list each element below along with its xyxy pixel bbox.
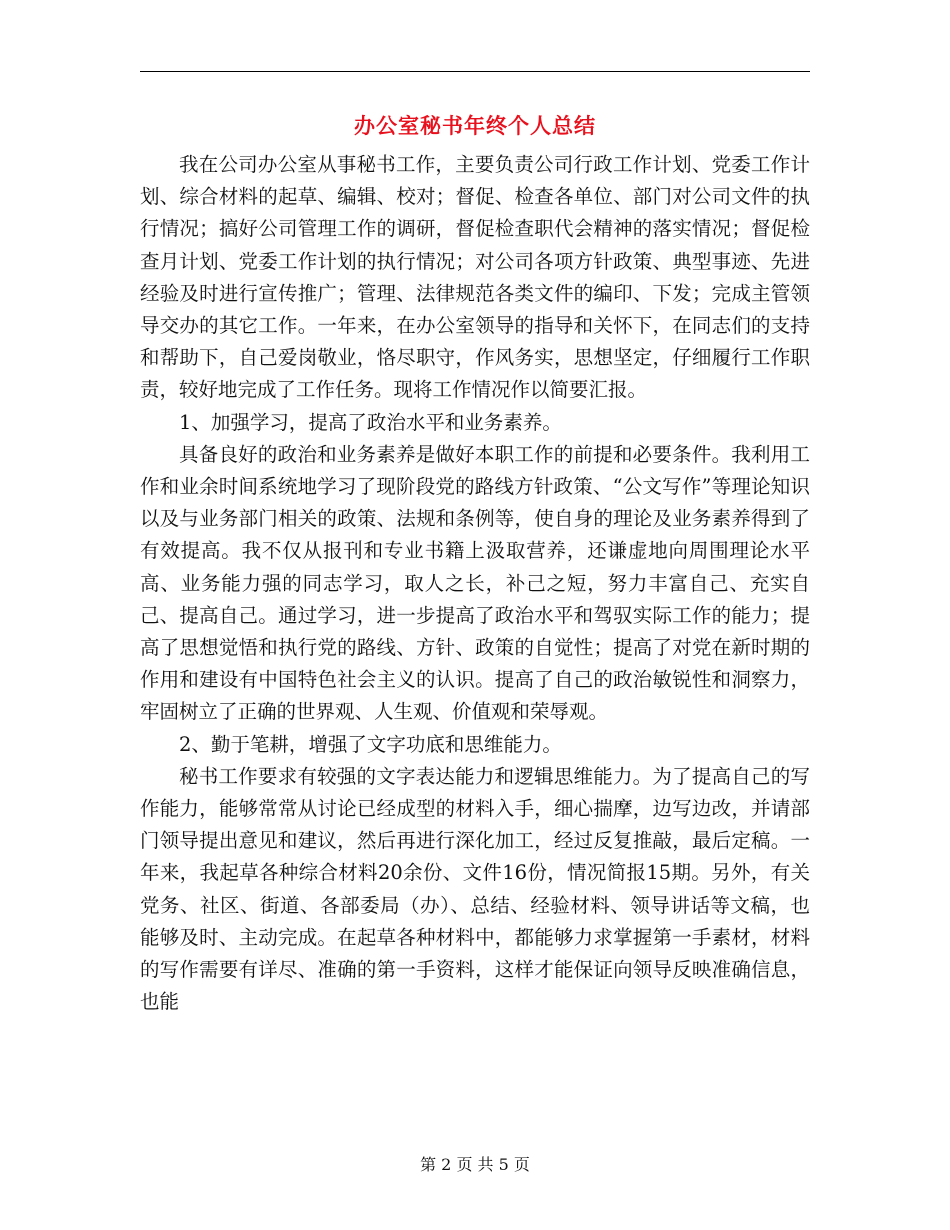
document-title: 办公室秘书年终个人总结 [354,113,596,138]
document-body [140,149,810,1018]
section-paragraph-1: 具备良好的政治和业务素养是做好本职工作的前提和必要条件。我利用工作和业余时间系统地学习了现阶段党的路线方针政策、“公文写作”等理论知识以及与业务部门相关的政策、法规和条例等，使自身的理论及业务素养得到了有效提高。我不仅从报刊和专业书籍上汲取营养，还谦虚地向周围理论水平高、业务能力强的同志学习，取人之长，补己之短，努力丰富自己、充实自己、提高自己。通过学习，进一步提高了政治水平和驾驭实际工作的能力；提高了思想觉悟和执行党的路线、方针、政策的自觉性；提高了对党在新时期的作用和建设有中国特色社会主义的认识。提高了自己的政治敏锐性和洞察力，牢固树立了正确的世界观、人生观、价值观和荣辱观。 [140,442,810,724]
page-footer: 第 2 页 共 5 页 [420,1155,530,1174]
section-heading-2: 2、勤于笔耕，增强了文字功底和思维能力。 [179,732,562,756]
header-rule [140,71,810,72]
section-heading-1: 1、加强学习，提高了政治水平和业务素养。 [179,410,562,434]
section-paragraph-2: 秘书工作要求有较强的文字表达能力和逻辑思维能力。为了提高自己的写作能力，能够常常从讨论已经成型的材料入手，细心揣摩，边写边改，并请部门领导提出意见和建议，然后再进行深化加工，经过反复推敲，最后定稿。一年来，我起草各种综合材料20余份、文件16份，情况简报15期。另外，有关党务、社区、街道、各部委局（办）、总结、经验材料、领导讲话等文稿，也能够及时、主动完成。在起草各种材料中，都能够力求掌握第一手素材，材料的写作需要有详尽、准确的第一手资料，这样才能保证向领导反映准确信息，也能 [140,764,810,1014]
intro-paragraph: 我在公司办公室从事秘书工作，主要负责公司行政工作计划、党委工作计划、综合材料的起草、编辑、校对；督促、检查各单位、部门对公司文件的执行情况；搞好公司管理工作的调研，督促检查职代会精神的落实情况；督促检查月计划、党委工作计划的执行情况；对公司各项方针政策、典型事迹、先进经验及时进行宣传推广；管理、法律规范各类文件的编印、下发；完成主管领导交办的其它工作。一年来，在办公室领导的指导和关怀下，在同志们的支持和帮助下，自己爱岗敬业，恪尽职守，作风务实，思想坚定，仔细履行工作职责，较好地完成了工作任务。现将工作情况作以简要汇报。 [140,153,810,402]
